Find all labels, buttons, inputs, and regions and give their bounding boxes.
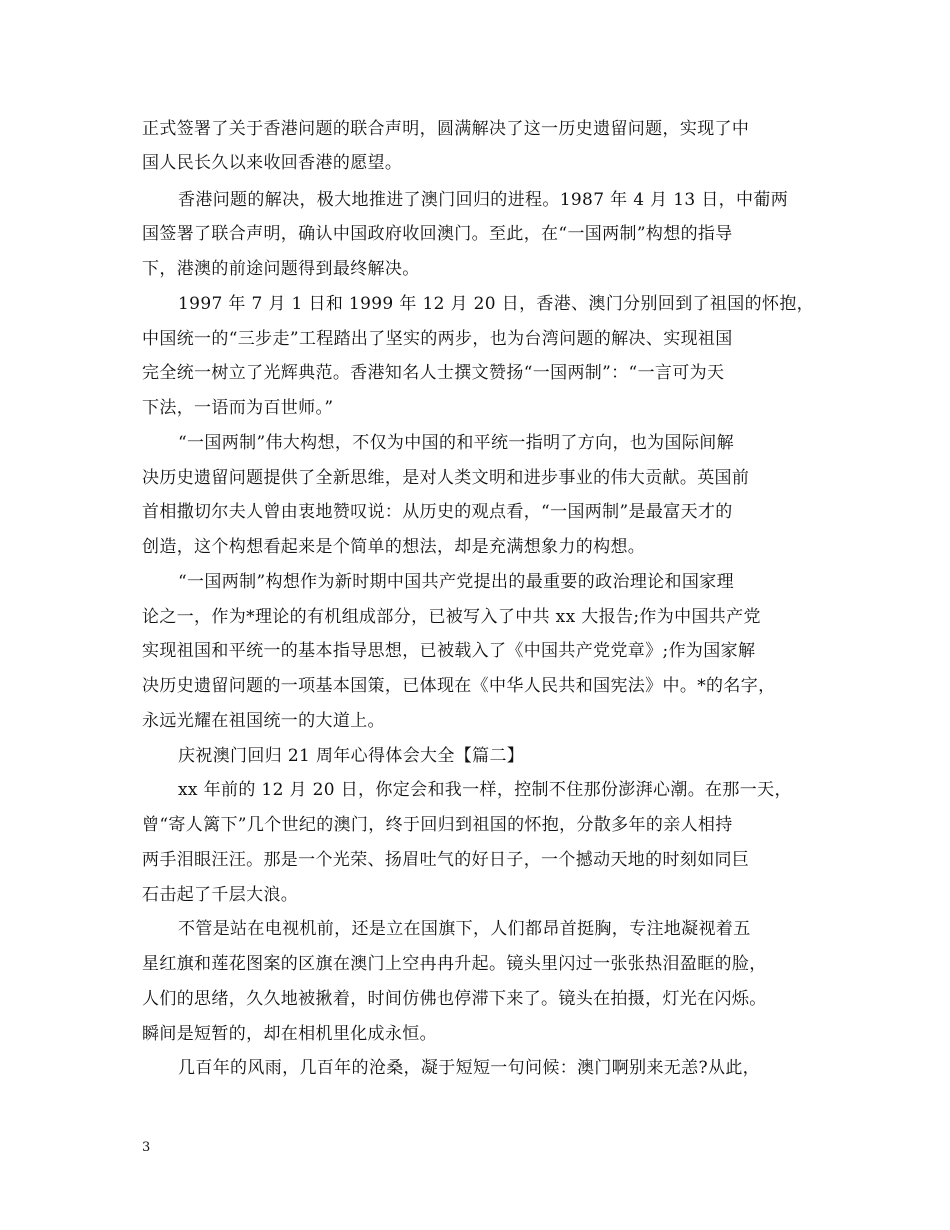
text-line: 实现祖国和平统一的基本指导思想，已被载入了《中国共产党党章》;作为国家解 bbox=[142, 641, 756, 661]
text-line: 两手泪眼汪汪。那是一个光荣、扬眉吐气的好日子，一个撼动天地的时刻如同巨 bbox=[142, 850, 750, 870]
section-heading: 庆祝澳门回归 21 周年心得体会大全【篇二】 bbox=[178, 746, 525, 766]
text-line: 几百年的风雨，几百年的沧桑，凝于短短一句问候：澳门啊别来无恙?从此， bbox=[178, 1058, 761, 1078]
text-line: 曾“寄人篱下”几个世纪的澳门，终于回归到祖国的怀抱，分散多年的亲人相持 bbox=[142, 815, 733, 835]
text-line: 国人民长久以来收回香港的愿望。 bbox=[142, 153, 403, 173]
text-line: 中国统一的“三步走”工程踏出了坚实的两步，也为台湾问题的解决、实现祖国 bbox=[142, 329, 733, 349]
text-line: 永远光耀在祖国统一的大道上。 bbox=[142, 711, 385, 731]
text-line: 石击起了千层大浪。 bbox=[142, 885, 299, 905]
text-line: “一国两制”构想作为新时期中国共产党提出的最重要的政治理论和国家理 bbox=[178, 572, 734, 592]
text-line: 完全统一树立了光辉典范。香港知名人士撰文赞扬“一国两制”：“一言可为天 bbox=[142, 363, 725, 383]
text-line: 下法，一语而为百世师。” bbox=[142, 398, 334, 418]
text-line: 国签署了联合声明，确认中国政府收回澳门。至此，在“一国两制”构想的指导 bbox=[142, 224, 733, 244]
text-line: “一国两制”伟大构想，不仅为中国的和平统一指明了方向，也为国际间解 bbox=[178, 433, 734, 453]
page-number: 3 bbox=[142, 1140, 151, 1155]
text-line: 瞬间是短暂的，却在相机里化成永恒。 bbox=[142, 1024, 437, 1044]
text-line: 香港问题的解决，极大地推进了澳门回归的进程。1987 年 4 月 13 日，中葡两 bbox=[178, 190, 789, 210]
text-line: 论之一，作为*理论的有机组成部分，已被写入了中共 xx 大报告;作为中国共产党 bbox=[142, 607, 761, 627]
text-line: 正式签署了关于香港问题的联合声明，圆满解决了这一历史遗留问题，实现了中 bbox=[142, 119, 750, 139]
text-line: 创造，这个构想看起来是个简单的想法，却是充满想象力的构想。 bbox=[142, 537, 646, 557]
text-line: 下，港澳的前途问题得到最终解决。 bbox=[142, 259, 420, 279]
text-line: 首相撒切尔夫人曾由衷地赞叹说：从历史的观点看，“一国两制”是最富天才的 bbox=[142, 502, 733, 522]
text-line: 1997 年 7 月 1 日和 1999 年 12 月 20 日，香港、澳门分别回到了祖国的怀抱， bbox=[178, 294, 815, 314]
text-line: 人们的思绪，久久地被揪着，时间仿佛也停滞下来了。镜头在拍摄，灯光在闪烁。 bbox=[142, 989, 767, 1009]
text-line: xx 年前的 12 月 20 日，你定会和我一样，控制不住那份澎湃心潮。在那一天， bbox=[178, 780, 792, 800]
text-line: 决历史遗留问题提供了全新思维，是对人类文明和进步事业的伟大贡献。英国前 bbox=[142, 468, 750, 488]
text-line: 决历史遗留问题的一项基本国策，已体现在《中华人民共和国宪法》中。*的名字， bbox=[142, 676, 776, 696]
text-line: 星红旗和莲花图案的区旗在澳门上空冉冉升起。镜头里闪过一张张热泪盈眶的脸， bbox=[142, 954, 767, 974]
text-line: 不管是站在电视机前，还是立在国旗下，人们都昂首挺胸，专注地凝视着五 bbox=[178, 919, 751, 939]
